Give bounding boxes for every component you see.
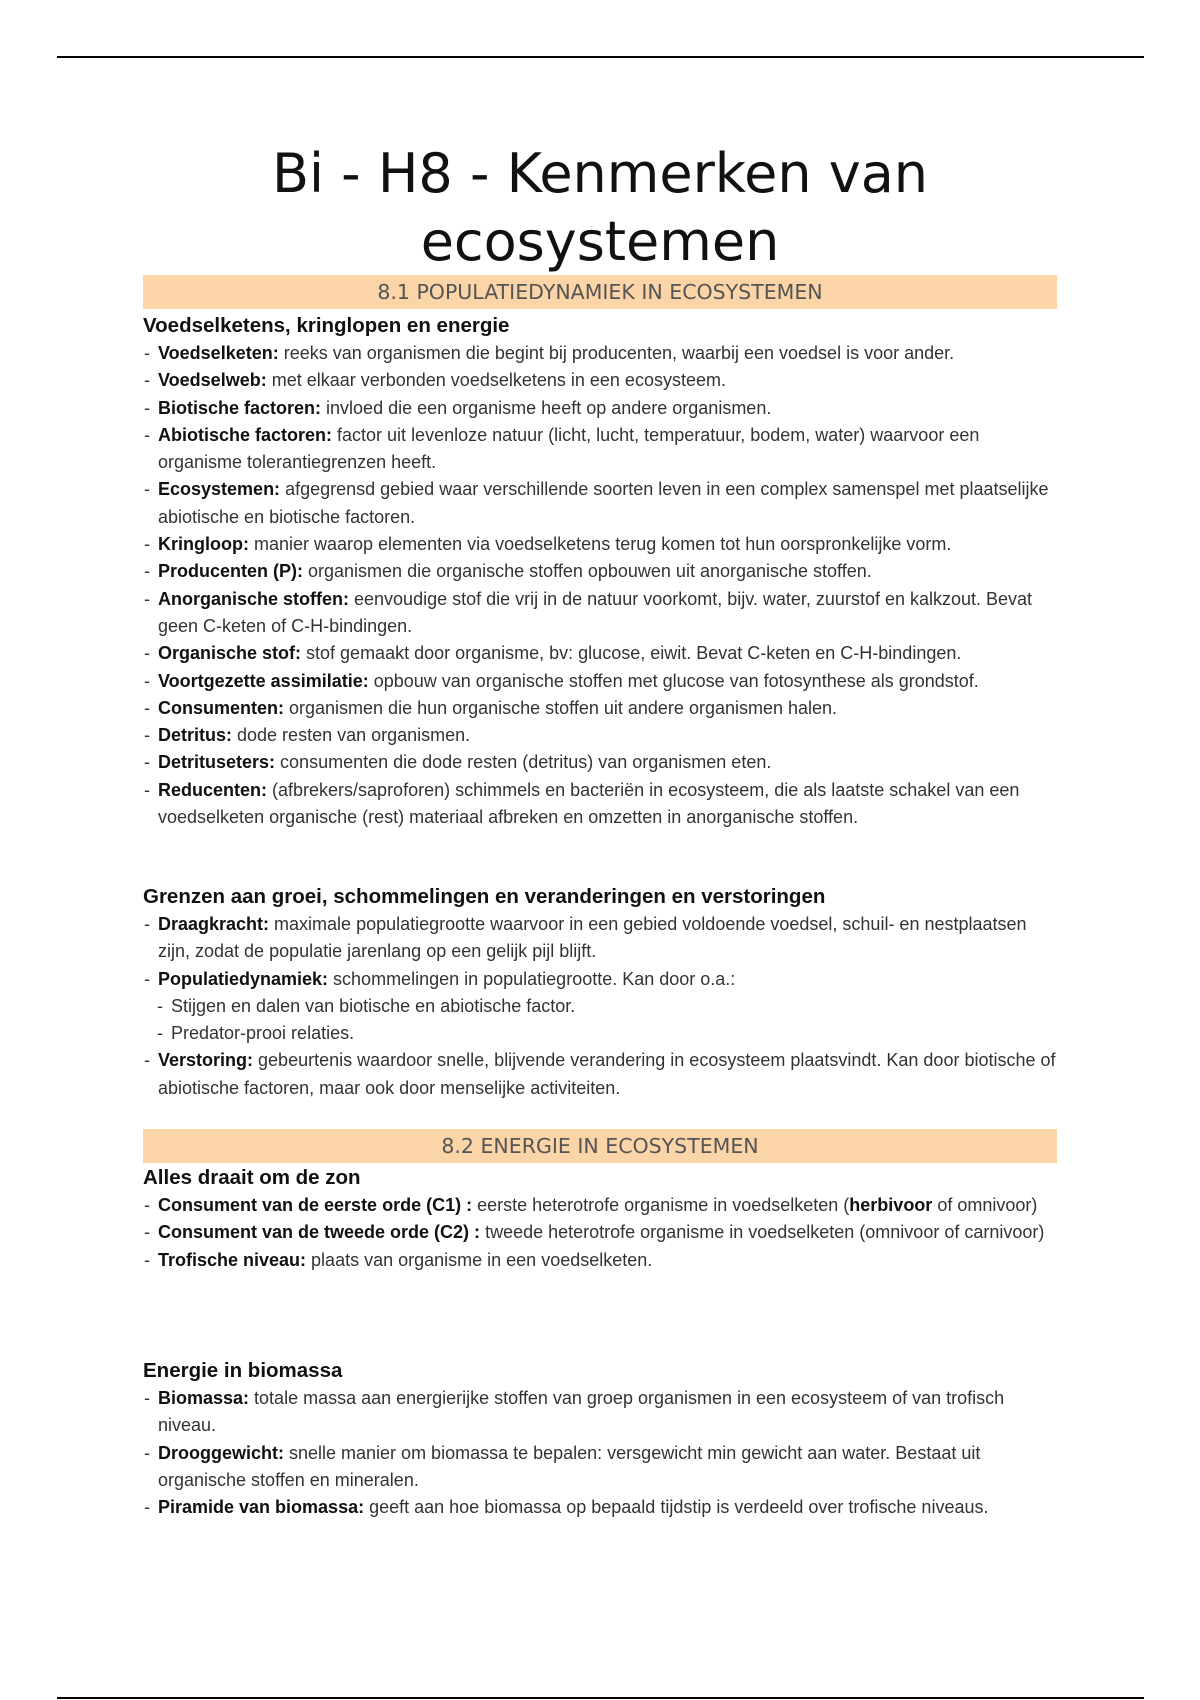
definition: totale massa aan energierijke stoffen van groep organismen in een ecosysteem of van trofisch niveau. bbox=[158, 1388, 1005, 1436]
list-item bbox=[143, 911, 1057, 966]
definition: dode resten van organismen. bbox=[232, 725, 471, 746]
term: Anorganische stoffen: bbox=[158, 588, 350, 609]
definition: stof gemaakt door organisme, bv: glucose, eiwit. Bevat C-keten en C-H-bindingen. bbox=[301, 643, 962, 664]
list-item bbox=[143, 966, 1057, 993]
list-item bbox=[143, 1192, 1057, 1219]
section-banner: 8.2 ENERGIE IN ECOSYSTEMEN bbox=[143, 1129, 1057, 1163]
definition: tweede heterotrofe organisme in voedselketen (omnivoor of carnivoor) bbox=[480, 1222, 1045, 1243]
term: Detrituseters: bbox=[158, 752, 276, 773]
list-item bbox=[143, 1247, 1057, 1274]
definition: opbouw van organische stoffen met glucose van fotosynthese als grondstof. bbox=[368, 670, 979, 691]
definition: met elkaar verbonden voedselketens in een ecosysteem. bbox=[266, 370, 726, 391]
definition-list bbox=[143, 911, 1057, 993]
definition: invloed die een organisme heeft op andere organismen. bbox=[321, 397, 772, 418]
list-item bbox=[143, 367, 1057, 394]
term: Producenten (P): bbox=[158, 561, 304, 582]
definition: reeks van organismen die begint bij producenten, waarbij een voedsel is voor ander. bbox=[278, 343, 955, 363]
sub-list bbox=[143, 993, 1057, 1048]
list-item bbox=[143, 668, 1057, 695]
definition: snelle manier om biomassa te bepalen: versgewicht min gewicht aan water. Bestaat uit organische stoffen en mineralen. bbox=[158, 1442, 981, 1490]
definition-list bbox=[143, 1385, 1057, 1521]
list-item bbox=[143, 1385, 1057, 1440]
bottom-rule bbox=[57, 1697, 1144, 1699]
section-populatiedynamiek bbox=[143, 275, 1057, 831]
subsection-heading: Grenzen aan groei, schommelingen en veranderingen en verstoringen bbox=[143, 885, 826, 908]
definition: maximale populatiegrootte waarvoor in een gebied voldoende voedsel, schuil- en nestplaatsen zijn, zodat de populatie jarenlang op een gelijk pijl blijft. bbox=[158, 914, 1027, 962]
term: Abiotische factoren: bbox=[158, 424, 333, 445]
definition: organismen die organische stoffen opbouwen uit anorganische stoffen. bbox=[303, 561, 872, 582]
definition: geeft aan hoe biomassa op bepaald tijdstip is verdeeld over trofische niveaus. bbox=[364, 1497, 989, 1518]
list-item bbox=[143, 586, 1057, 641]
list-item bbox=[143, 1047, 1057, 1102]
section-banner: 8.1 POPULATIEDYNAMIEK IN ECOSYSTEMEN bbox=[143, 275, 1057, 309]
term: Ecosystemen: bbox=[158, 479, 281, 500]
top-rule bbox=[57, 56, 1144, 58]
term: Verstoring: bbox=[158, 1050, 254, 1071]
term: Reducenten: bbox=[158, 779, 268, 800]
list-item bbox=[143, 1440, 1057, 1495]
term: Consument van de tweede orde (C2) : bbox=[158, 1222, 481, 1243]
list-item bbox=[143, 531, 1057, 558]
definition: eenvoudige stof die vrij in de natuur voorkomt, bijv. water, zuurstof en kalkzout. Bevat geen C-keten of C-H-bindingen. bbox=[158, 588, 1033, 636]
definition: eerste heterotrofe organisme in voedselketen ( bbox=[472, 1195, 850, 1215]
list-item bbox=[143, 1494, 1057, 1521]
term: Consumenten: bbox=[158, 697, 284, 718]
subsection-heading: Voedselketens, kringlopen en energie bbox=[143, 314, 510, 337]
definition: (afbrekers/saproforen) schimmels en bacteriën in ecosysteem, die als laatste schakel van een voedselketen organische (rest) materiaal afbreken en omzetten in anorganische stoffen. bbox=[158, 779, 1020, 828]
sub-list-item: - Predator-prooi relaties. bbox=[143, 1020, 1057, 1047]
sub-list-item: - Stijgen en dalen van biotische en abiotische factor. bbox=[143, 993, 1057, 1020]
definition: schommelingen in populatiegrootte. Kan door o.a.: bbox=[328, 968, 736, 989]
section-biomassa bbox=[143, 1356, 1057, 1521]
list-item bbox=[143, 777, 1057, 832]
subsection-heading: Alles draait om de zon bbox=[143, 1166, 361, 1189]
list-item bbox=[143, 395, 1057, 422]
definition: manier waarop elementen via voedselketens terug komen tot hun oorspronkelijke vorm. bbox=[248, 534, 952, 555]
list-item bbox=[143, 1219, 1057, 1246]
definition: organismen die hun organische stoffen uit andere organismen halen. bbox=[284, 697, 838, 718]
page-title: Bi - H8 - Kenmerken van ecosystemen bbox=[271, 142, 929, 273]
list-item bbox=[143, 640, 1057, 667]
term: Populatiedynamiek: bbox=[158, 968, 329, 989]
list-item bbox=[143, 422, 1057, 477]
term: Trofische niveau: bbox=[158, 1249, 307, 1270]
term: Draagkracht: bbox=[158, 914, 270, 934]
term: Organische stof: bbox=[158, 643, 302, 664]
emphasis: herbivoor bbox=[849, 1195, 933, 1215]
term: Kringloop: bbox=[158, 534, 249, 555]
term: Drooggewicht: bbox=[158, 1442, 284, 1463]
definition: plaats van organisme in een voedselketen. bbox=[306, 1249, 653, 1270]
term: Piramide van biomassa: bbox=[158, 1497, 365, 1518]
definition-list bbox=[143, 340, 1057, 831]
definition-list bbox=[143, 1192, 1057, 1274]
list-item bbox=[143, 558, 1057, 585]
subsection-heading: Energie in biomassa bbox=[143, 1359, 343, 1382]
list-item bbox=[143, 695, 1057, 722]
section-grenzen bbox=[143, 882, 1057, 1102]
term: Voedselketen: bbox=[158, 343, 279, 363]
list-item bbox=[143, 340, 1057, 367]
term: Biotische factoren: bbox=[158, 397, 322, 418]
section-energie bbox=[143, 1129, 1057, 1274]
definition: factor uit levenloze natuur (licht, lucht, temperatuur, bodem, water) waarvoor een organisme tolerantiegrenzen heeft. bbox=[158, 424, 980, 473]
term: Voedselweb: bbox=[158, 370, 267, 391]
definition: of omnivoor) bbox=[932, 1195, 1038, 1215]
term: Biomassa: bbox=[158, 1388, 250, 1408]
definition: consumenten die dode resten (detritus) van organismen eten. bbox=[275, 752, 772, 773]
list-item bbox=[143, 749, 1057, 776]
definition-list bbox=[143, 1047, 1057, 1102]
list-item bbox=[143, 722, 1057, 749]
definition: gebeurtenis waardoor snelle, blijvende verandering in ecosysteem plaatsvindt. Kan door biotische of abiotische factoren, maar ook door menselijke activiteiten. bbox=[158, 1050, 1056, 1098]
term: Detritus: bbox=[158, 725, 233, 746]
list-item bbox=[143, 476, 1057, 531]
term: Consument van de eerste orde (C1) : bbox=[158, 1195, 473, 1215]
term: Voortgezette assimilatie: bbox=[158, 670, 369, 691]
definition: afgegrensd gebied waar verschillende soorten leven in een complex samenspel met plaatselijke abiotische en biotische factoren. bbox=[158, 479, 1049, 527]
